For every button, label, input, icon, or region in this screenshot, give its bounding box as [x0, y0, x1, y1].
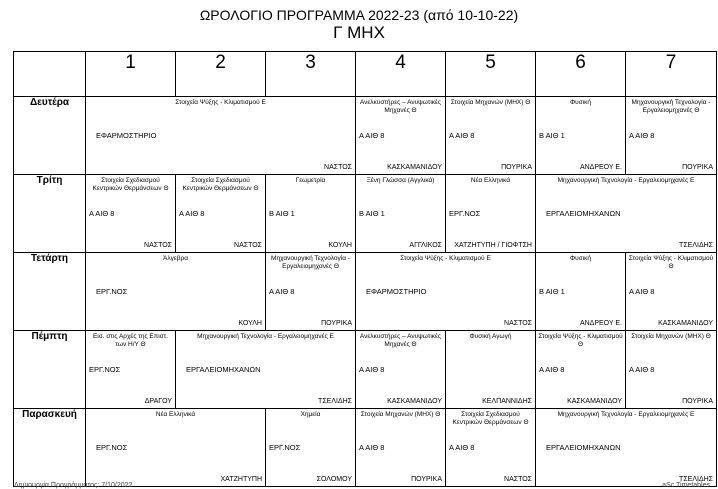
lesson-room: Α ΑΙΘ 8	[359, 131, 385, 140]
lesson-subject: Φυσική	[569, 255, 592, 262]
lesson-teacher: ΚΑΣΚΑΜΑΝΙΔΟΥ	[387, 164, 442, 171]
lesson-teacher: ΤΣΕΛΙΔΗΣ	[679, 476, 713, 483]
lesson-cell	[86, 253, 266, 331]
lesson-cell	[86, 175, 176, 253]
lesson-room: Β ΑΙΘ 1	[539, 131, 565, 140]
lesson-teacher: ΚΟΥΛΗ	[328, 242, 352, 249]
lesson-teacher: ΝΑΣΤΟΣ	[234, 242, 262, 249]
lesson-teacher: ΧΑΤΖΗΤΥΠΗ / ΓΙΟΦΤΣΗ	[454, 242, 532, 249]
day-row	[14, 253, 717, 331]
lesson-subject: Γεωμετρία	[295, 177, 326, 184]
lesson-teacher: ΠΟΥΡΙΚΑ	[411, 476, 442, 483]
lesson-subject: Στοιχεία Ψύξης - Κλιματισμού Θ	[538, 333, 623, 348]
lesson-cell	[536, 97, 626, 175]
day-row	[14, 97, 717, 175]
lesson-room: ΕΡΓ.ΝΟΣ	[269, 443, 301, 452]
lesson-teacher: ΠΟΥΡΙΚΑ	[682, 164, 713, 171]
lesson-room: Α ΑΙΘ 8	[359, 443, 385, 452]
lesson-cell	[626, 331, 717, 409]
lesson-cell	[176, 331, 356, 409]
lesson-room: Α ΑΙΘ 8	[539, 365, 565, 374]
lesson-subject: Άλγεβρα	[163, 255, 188, 262]
lesson-teacher: ΠΟΥΡΙΚΑ	[321, 320, 352, 327]
lesson-teacher: ΧΑΤΖΗΤΥΠΗ	[220, 476, 262, 483]
lesson-subject: Στοιχεία Μηχανών (ΜΗΧ) Θ	[631, 333, 711, 340]
lesson-teacher: ΝΑΣΤΟΣ	[144, 242, 172, 249]
lesson-teacher: ΔΡΑΓΟΥ	[144, 398, 172, 405]
lesson-room: Β ΑΙΘ 1	[359, 209, 385, 218]
lesson-room: ΕΡΓ.ΝΟΣ	[449, 209, 481, 218]
lesson-cell	[536, 253, 626, 331]
period-header: 4	[356, 52, 446, 97]
lesson-room: ΕΡΓ.ΝΟΣ	[89, 365, 121, 374]
lesson-room: Α ΑΙΘ 8	[629, 287, 655, 296]
lesson-cell	[356, 253, 536, 331]
lesson-room: Α ΑΙΘ 8	[449, 443, 475, 452]
lesson-subject: Εισ. στις Αρχές της Επιστ. των Η/Υ Θ	[92, 333, 169, 348]
period-header: 6	[536, 52, 626, 97]
lesson-room: ΕΦΑΡΜΟΣΤΗΡΙΟ	[96, 131, 157, 140]
lesson-cell	[446, 97, 536, 175]
lesson-cell	[176, 175, 266, 253]
lesson-subject: Στοιχεία Σχεδιασμού Κεντρικών Θερμάνσεων Θ	[452, 411, 529, 426]
lesson-subject: Νέα Ελληνικά	[155, 411, 196, 418]
lesson-teacher: ΚΑΣΚΑΜΑΝΙΔΟΥ	[658, 320, 713, 327]
period-header: 1	[86, 52, 176, 97]
day-label: Δευτέρα	[14, 97, 86, 175]
lesson-teacher: ΠΟΥΡΙΚΑ	[682, 398, 713, 405]
lesson-subject: Στοιχεία Σχεδιασμού Κεντρικών Θερμάνσεων Θ	[92, 177, 169, 192]
lesson-subject: Μηχανουργική Τεχνολογία - Εργαλειομηχανές Ε	[557, 177, 695, 184]
lesson-cell	[536, 175, 717, 253]
lesson-teacher: ΤΣΕΛΙΔΗΣ	[679, 242, 713, 249]
lesson-subject: Νέα Ελληνικά	[470, 177, 511, 184]
lesson-cell	[86, 331, 176, 409]
lesson-subject: Χημεία	[300, 411, 321, 418]
lesson-room: ΕΡΓ.ΝΟΣ	[96, 287, 128, 296]
lesson-subject: Στοιχεία Ψύξης - Κλιματισμού Ε	[400, 255, 491, 262]
lesson-teacher: ΠΟΥΡΙΚΑ	[501, 164, 532, 171]
lesson-teacher: ΣΟΛΟΜΟΥ	[316, 476, 352, 483]
lesson-subject: Φυσική	[569, 99, 592, 106]
lesson-cell	[446, 331, 536, 409]
lesson-cell	[536, 331, 626, 409]
lesson-cell	[356, 175, 446, 253]
lesson-room: Β ΑΙΘ 1	[539, 287, 565, 296]
lesson-room: Α ΑΙΘ 8	[629, 365, 655, 374]
lesson-room: ΕΦΑΡΜΟΣΤΗΡΙΟ	[366, 287, 427, 296]
period-header-row	[14, 52, 717, 97]
lesson-subject: Μηχανουργική Τεχνολογία - Εργαλειομηχανές Θ	[631, 99, 711, 114]
lesson-cell	[266, 409, 356, 487]
day-row	[14, 175, 717, 253]
lesson-teacher: ΚΕΛΠΑΝΝΙΔΗΣ	[482, 398, 532, 405]
lesson-teacher: ΚΑΣΚΑΜΑΝΙΔΟΥ	[567, 398, 622, 405]
lesson-cell	[86, 97, 356, 175]
day-row	[14, 331, 717, 409]
lesson-room: Α ΑΙΘ 8	[269, 287, 295, 296]
lesson-room: Α ΑΙΘ 8	[89, 209, 115, 218]
corner-cell	[14, 52, 86, 97]
lesson-teacher: ΑΓΓΛΙΚΟΣ	[409, 242, 442, 249]
lesson-subject: Φυσική Αγωγή	[469, 333, 512, 340]
lesson-room: Α ΑΙΘ 8	[629, 131, 655, 140]
lesson-room: Α ΑΙΘ 8	[449, 131, 475, 140]
lesson-room: Α ΑΙΘ 8	[179, 209, 205, 218]
lesson-subject: Μηχανουργική Τεχνολογία - Εργαλειομηχανές Ε	[197, 333, 334, 340]
lesson-room: ΕΡΓΑΛΕΙΟΜΗΧΑΝΩΝ	[546, 209, 621, 218]
lesson-room: ΕΡΓΑΛΕΙΟΜΗΧΑΝΩΝ	[546, 443, 621, 452]
period-header: 5	[446, 52, 536, 97]
lesson-subject: Ανελκυστήρες – Ανυψωτικές Μηχανές Θ	[359, 333, 442, 348]
lesson-cell	[266, 175, 356, 253]
lesson-room: ΕΡΓΑΛΕΙΟΜΗΧΑΝΩΝ	[186, 365, 261, 374]
lesson-teacher: ΚΑΣΚΑΜΑΝΙΔΟΥ	[387, 398, 442, 405]
lesson-subject: Ανελκυστήρες – Ανυψωτικές Μηχανές Θ	[359, 99, 442, 114]
lesson-room: Β ΑΙΘ 1	[269, 209, 295, 218]
period-header: 2	[176, 52, 266, 97]
day-row	[14, 409, 717, 487]
lesson-subject: Στοιχεία Μηχανών (ΜΗΧ) Θ	[450, 99, 531, 106]
lesson-teacher: ΝΑΣΤΟΣ	[504, 476, 532, 483]
lesson-cell	[536, 409, 717, 487]
period-header: 3	[266, 52, 356, 97]
lesson-cell	[356, 409, 446, 487]
lesson-cell	[356, 97, 446, 175]
day-label: Τετάρτη	[14, 253, 86, 331]
day-label: Παρασκευή	[14, 409, 86, 487]
lesson-teacher: ΑΝΔΡΕΟΥ Ε.	[579, 164, 622, 171]
timetable	[13, 51, 717, 487]
lesson-cell	[626, 253, 717, 331]
lesson-teacher: ΤΣΕΛΙΔΗΣ	[318, 398, 352, 405]
lesson-cell	[626, 97, 717, 175]
class-name: Γ ΜΗΧ	[333, 23, 385, 42]
lesson-subject: Μηχανουργική Τεχνολογία - Εργαλειομηχανές Ε	[557, 411, 695, 418]
lesson-subject: Στοιχεία Μηχανών (ΜΗΧ) Θ	[360, 411, 441, 418]
footer-brand: aSc Timetables	[662, 482, 710, 489]
lesson-cell	[446, 175, 536, 253]
lesson-cell	[86, 409, 266, 487]
lesson-cell	[446, 409, 536, 487]
lesson-subject: Στοιχεία Σχεδιασμού Κεντρικών Θερμάνσεων Θ	[182, 177, 259, 192]
day-label: Τρίτη	[14, 175, 86, 253]
period-header: 7	[626, 52, 717, 97]
lesson-cell	[356, 331, 446, 409]
lesson-cell	[266, 253, 356, 331]
lesson-subject: Ξένη Γλώσσα (Αγγλικά)	[366, 177, 435, 184]
lesson-room: ΕΡΓ.ΝΟΣ	[96, 443, 128, 452]
day-label: Πέμπτη	[14, 331, 86, 409]
schedule-title: ΩΡΟΛΟΓΙΟ ΠΡΟΓΡΑΜΜΑ 2022-23 (από 10-10-22)	[199, 7, 519, 23]
lesson-teacher: ΝΑΣΤΟΣ	[324, 164, 352, 171]
lesson-subject: Μηχανουργική Τεχνολογία - Εργαλειομηχανές Θ	[271, 255, 350, 270]
lesson-teacher: ΚΟΥΛΗ	[238, 320, 262, 327]
footer-created: Δημιουργία Προγράμματος: 7/10/2022	[14, 482, 133, 489]
lesson-subject: Στοιχεία Ψύξης - Κλιματισμού Θ	[628, 255, 714, 270]
lesson-teacher: ΝΑΣΤΟΣ	[504, 320, 532, 327]
lesson-room: Α ΑΙΘ 8	[359, 365, 385, 374]
lesson-subject: Στοιχεία Ψύξης - Κλιματισμού Ε	[175, 99, 266, 106]
lesson-teacher: ΑΝΔΡΕΟΥ Ε.	[579, 320, 622, 327]
